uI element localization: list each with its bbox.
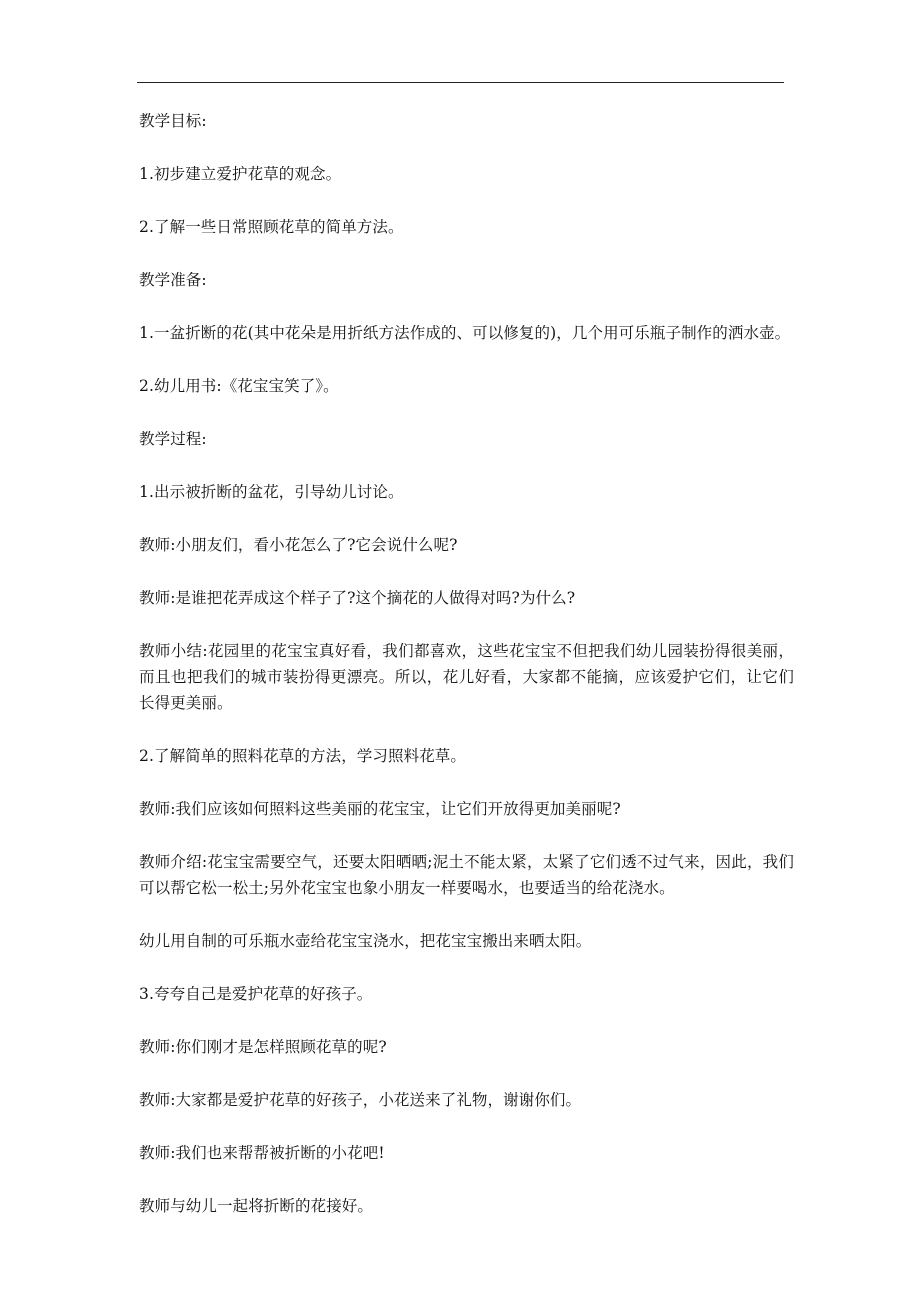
body-paragraph: 教师:我们应该如何照料这些美丽的花宝宝，让它们开放得更加美丽呢? xyxy=(139,800,621,818)
body-paragraph: 教师介绍:花宝宝需要空气，还要太阳晒晒;泥土不能太紧，太紧了它们透不过气来，因此，我们可以帮它松一松土;另外花宝宝也象小朋友一样要喝水，也要适当的给花浇水。 xyxy=(139,853,794,897)
objective-item: 1.初步建立爱护花草的观念。 xyxy=(139,165,342,183)
body-paragraph: 教师小结:花园里的花宝宝真好看，我们都喜欢，这些花宝宝不但把我们幼儿园装扮得很美丽，而且也把我们的城市装扮得更漂亮。所以，花儿好看，大家都不能摘，应该爱护它们，让它们长得更美丽。 xyxy=(139,642,794,712)
header-rule xyxy=(137,82,784,83)
preparation-item: 1.一盆折断的花(其中花朵是用折纸方法作成的、可以修复的)，几个用可乐瓶子制作的洒水壶。 xyxy=(139,324,791,342)
body-paragraph: 教师:我们也来帮帮被折断的小花吧! xyxy=(139,1144,385,1162)
body-paragraph: 教师与幼儿一起将折断的花接好。 xyxy=(139,1197,374,1215)
heading-teaching-process: 教学过程: xyxy=(139,430,207,448)
preparation-item: 2.幼儿用书:《花宝宝笑了》。 xyxy=(139,377,339,395)
body-paragraph: 教师:大家都是爱护花草的好孩子，小花送来了礼物，谢谢你们。 xyxy=(139,1091,582,1109)
process-step: 1.出示被折断的盆花，引导幼儿讨论。 xyxy=(139,483,404,501)
heading-teaching-preparation: 教学准备: xyxy=(139,271,207,289)
objective-item: 2.了解一些日常照顾花草的简单方法。 xyxy=(139,218,404,236)
body-paragraph: 教师:你们刚才是怎样照顾花草的呢? xyxy=(139,1038,387,1056)
heading-teaching-objectives: 教学目标: xyxy=(139,112,207,130)
process-step: 2.了解简单的照料花草的方法，学习照料花草。 xyxy=(139,747,466,765)
body-paragraph: 教师:小朋友们，看小花怎么了?它会说什么呢? xyxy=(139,536,458,554)
body-paragraph: 幼儿用自制的可乐瓶水壶给花宝宝浇水，把花宝宝搬出来晒太阳。 xyxy=(139,932,592,950)
document-body xyxy=(139,108,794,1246)
body-paragraph: 教师:是谁把花弄成这个样子了?这个摘花的人做得对吗?为什么? xyxy=(139,589,576,607)
process-step: 3.夸夸自己是爱护花草的好孩子。 xyxy=(139,985,373,1003)
